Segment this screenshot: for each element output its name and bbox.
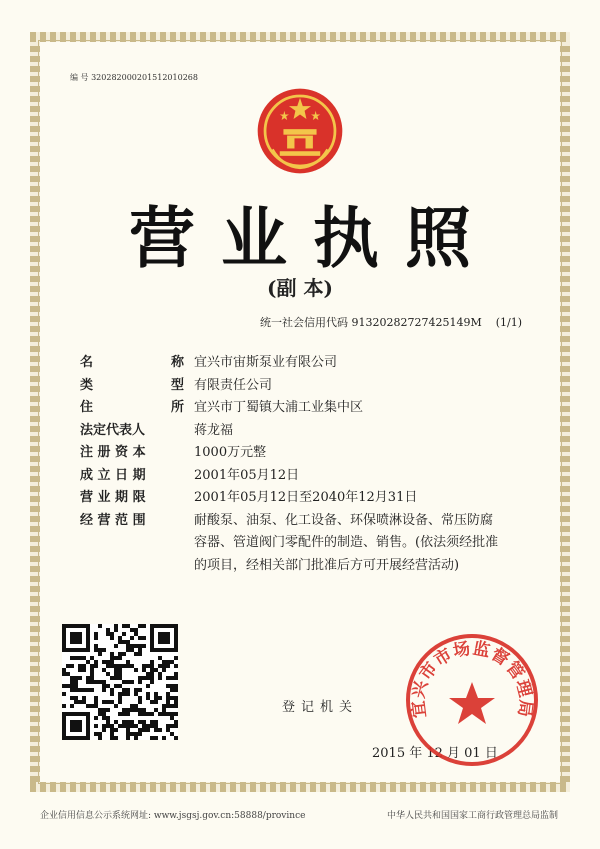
seal-text: 宜兴市市场监督管理局 — [408, 638, 536, 719]
field-row — [80, 465, 500, 488]
field-label-part: 住 — [80, 400, 94, 415]
field-row — [80, 442, 500, 465]
field-label — [80, 465, 184, 488]
official-seal-icon — [402, 630, 542, 770]
field-value: 耐酸泵、油泵、化工设备、环保喷淋设备、常压防腐容器、管道阀门零配件的制造、销售。(依法须经批准的项目，经相关部门批准后方可开展经营活动) — [194, 512, 499, 573]
page-indicator: (1/1) — [495, 316, 522, 329]
field-row — [80, 487, 500, 510]
field-label-part: 称 — [170, 355, 184, 370]
field-value: 2001年05月12日至2040年12月31日 — [194, 490, 418, 505]
field-label-part: 类 — [80, 377, 94, 393]
field-label — [80, 397, 184, 420]
credit-code-line — [260, 314, 522, 330]
field-label — [80, 510, 184, 578]
credit-code: 统一社会信用代码 91320282727425149M — [259, 316, 482, 329]
field-label-part: 名 — [80, 355, 94, 370]
field-row — [80, 352, 500, 375]
field-label — [80, 442, 184, 465]
serial-number: 编 号 320282000201512010268 — [70, 73, 198, 82]
field-row — [80, 420, 500, 443]
field-value: 宜兴市丁蜀镇大浦工业集中区 — [194, 400, 364, 415]
field-row — [80, 375, 500, 398]
footer-issuer: 中华人民共和国国家工商行政管理总局监制 — [386, 811, 558, 821]
field-value: 有限责任公司 — [194, 377, 273, 393]
field-value: 1000万元整 — [194, 445, 267, 460]
field-label — [80, 352, 184, 375]
qr-code-icon — [62, 624, 178, 740]
issue-date: 2015 年 12 月 01 日 — [372, 746, 498, 761]
field-value: 宜兴市宙斯泵业有限公司 — [194, 355, 338, 370]
field-label-part: 法定代表人 — [80, 422, 146, 438]
document-title: 营业执照 — [129, 199, 497, 277]
field-label-part: 营 业 期 限 — [80, 490, 146, 505]
field-label-part: 型 — [170, 377, 184, 393]
license-fields — [80, 352, 500, 577]
field-value: 2001年05月12日 — [194, 467, 300, 483]
field-label — [80, 420, 184, 443]
registration-authority-label: 登记机关 — [282, 700, 359, 715]
field-row — [80, 397, 500, 420]
footer-website: 企业信用信息公示系统网址: www.jsgsj.gov.cn:58888/province — [40, 811, 306, 821]
field-label-part: 成 立 日 期 — [80, 467, 146, 483]
field-label — [80, 375, 184, 398]
document-subtitle: (副 本) — [267, 276, 333, 300]
field-row — [80, 510, 500, 578]
field-label — [80, 487, 184, 510]
field-label-part: 注 册 资 本 — [80, 445, 146, 460]
field-label-part: 经 营 范 围 — [80, 512, 146, 528]
field-value: 蒋龙福 — [194, 422, 234, 438]
field-label-part: 所 — [170, 400, 184, 415]
national-emblem-icon — [254, 85, 346, 177]
